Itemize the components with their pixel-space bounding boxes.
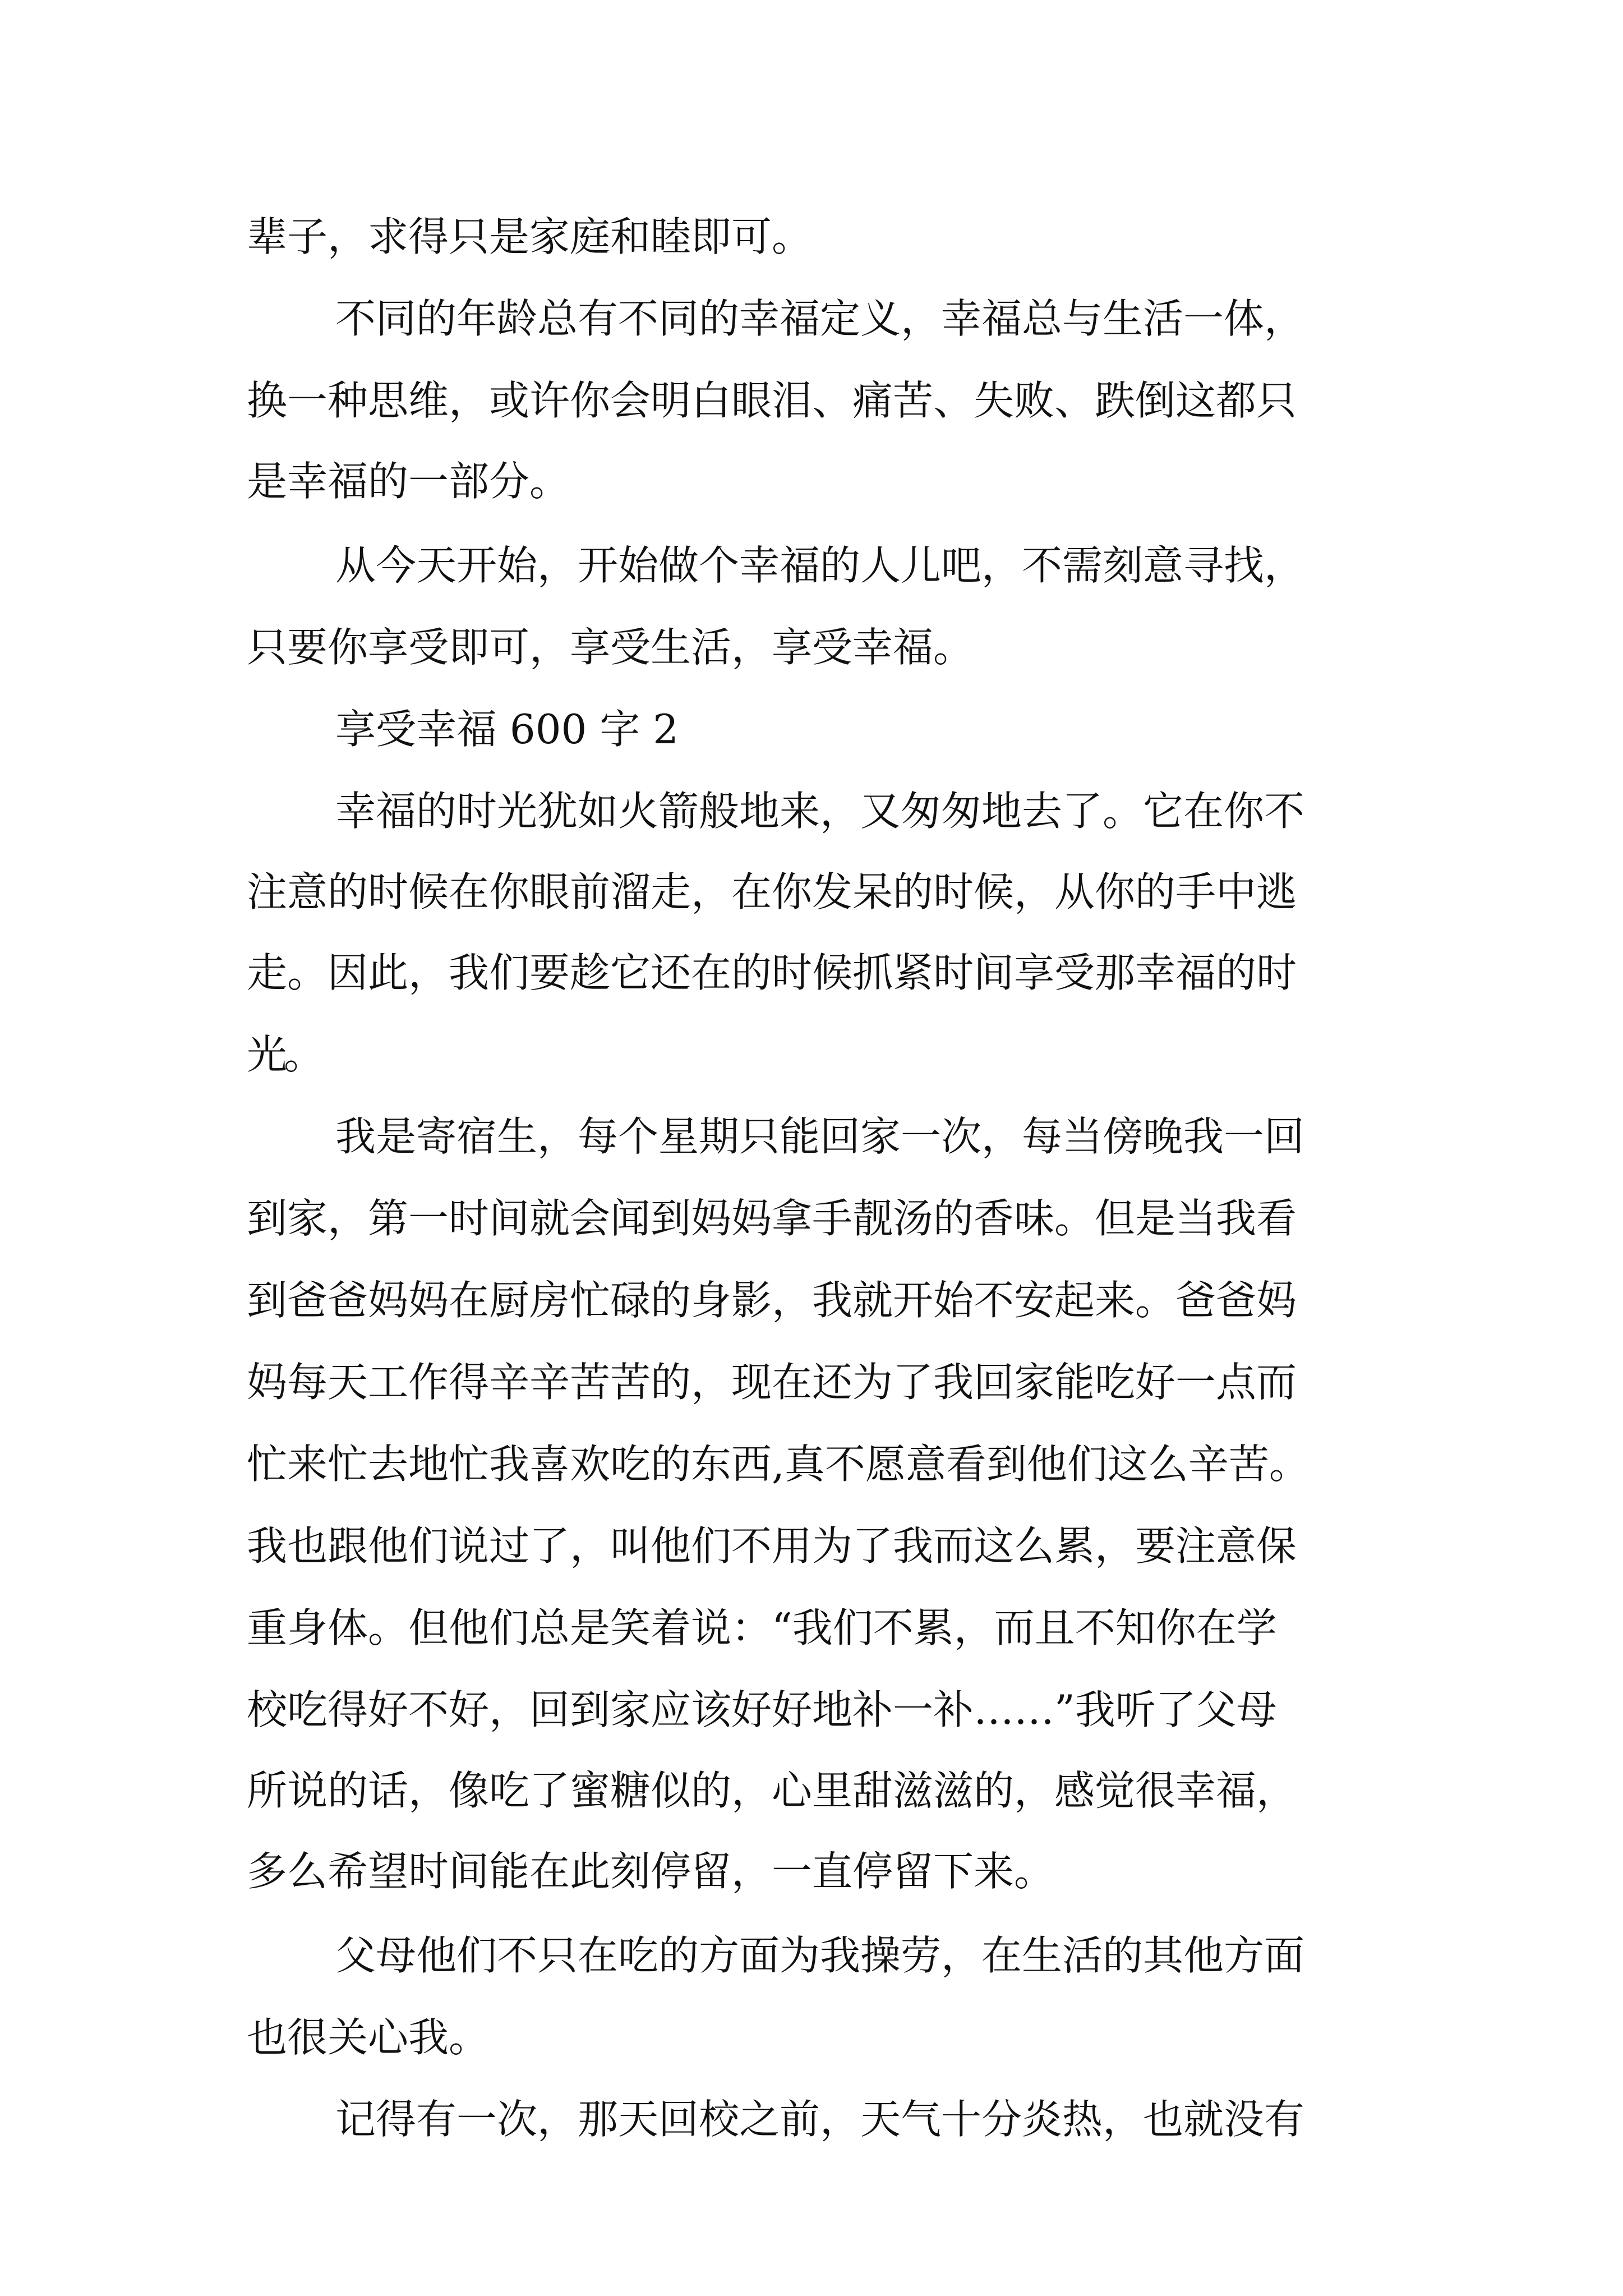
text-line: 重身体。但他们总是笑着说：“我们不累，而且不知你在学 xyxy=(247,1604,1277,1651)
text-line: 不同的年龄总有不同的幸福定义，幸福总与生活一体， xyxy=(335,295,1305,342)
text-line: 光。 xyxy=(247,1031,321,1078)
text-line: 从今天开始，开始做个幸福的人儿吧，不需刻意寻找， xyxy=(335,542,1305,589)
text-line: 记得有一次，那天回校之前，天气十分炎热，也就没有 xyxy=(335,2096,1305,2143)
text-line: 校吃得好不好，回到家应该好好地补一补……”我听了父母 xyxy=(247,1686,1277,1733)
text-line: 到爸爸妈妈在厨房忙碌的身影，我就开始不安起来。爸爸妈 xyxy=(247,1277,1297,1324)
text-line: 走。因此，我们要趁它还在的时候抓紧时间享受那幸福的时 xyxy=(247,949,1297,996)
text-line: 多么希望时间能在此刻停留，一直停留下来。 xyxy=(247,1848,1055,1895)
text-line: 只要你享受即可，享受生活，享受幸福。 xyxy=(247,624,974,671)
text-line: 父母他们不只在吃的方面为我操劳，在生活的其他方面 xyxy=(335,1932,1305,1979)
text-line: 所说的话，像吃了蜜糖似的，心里甜滋滋的，感觉很幸福， xyxy=(247,1767,1297,1814)
text-line: 辈子，求得只是家庭和睦即可。 xyxy=(247,213,813,260)
text-line: 到家，第一时间就会闻到妈妈拿手靓汤的香味。但是当我看 xyxy=(247,1195,1297,1242)
text-line: 我是寄宿生，每个星期只能回家一次，每当傍晚我一回 xyxy=(335,1113,1305,1160)
section-heading: 享受幸福 600 字 2 xyxy=(335,706,679,753)
text-line: 也很关心我。 xyxy=(247,2014,490,2061)
text-line: 忙来忙去地忙我喜欢吃的东西,真不愿意看到他们这么辛苦。 xyxy=(247,1441,1310,1488)
text-line: 我也跟他们说过了，叫他们不用为了我而这么累，要注意保 xyxy=(247,1522,1297,1570)
text-line: 幸福的时光犹如火箭般地来，又匆匆地去了。它在你不 xyxy=(335,788,1305,835)
text-line: 注意的时候在你眼前溜走，在你发呆的时候，从你的手中逃 xyxy=(247,868,1297,915)
text-line: 妈每天工作得辛辛苦苦的，现在还为了我回家能吃好一点而 xyxy=(247,1359,1297,1406)
text-line: 换一种思维，或许你会明白眼泪、痛苦、失败、跌倒这都只 xyxy=(247,377,1297,424)
text-line: 是幸福的一部分。 xyxy=(247,458,570,505)
